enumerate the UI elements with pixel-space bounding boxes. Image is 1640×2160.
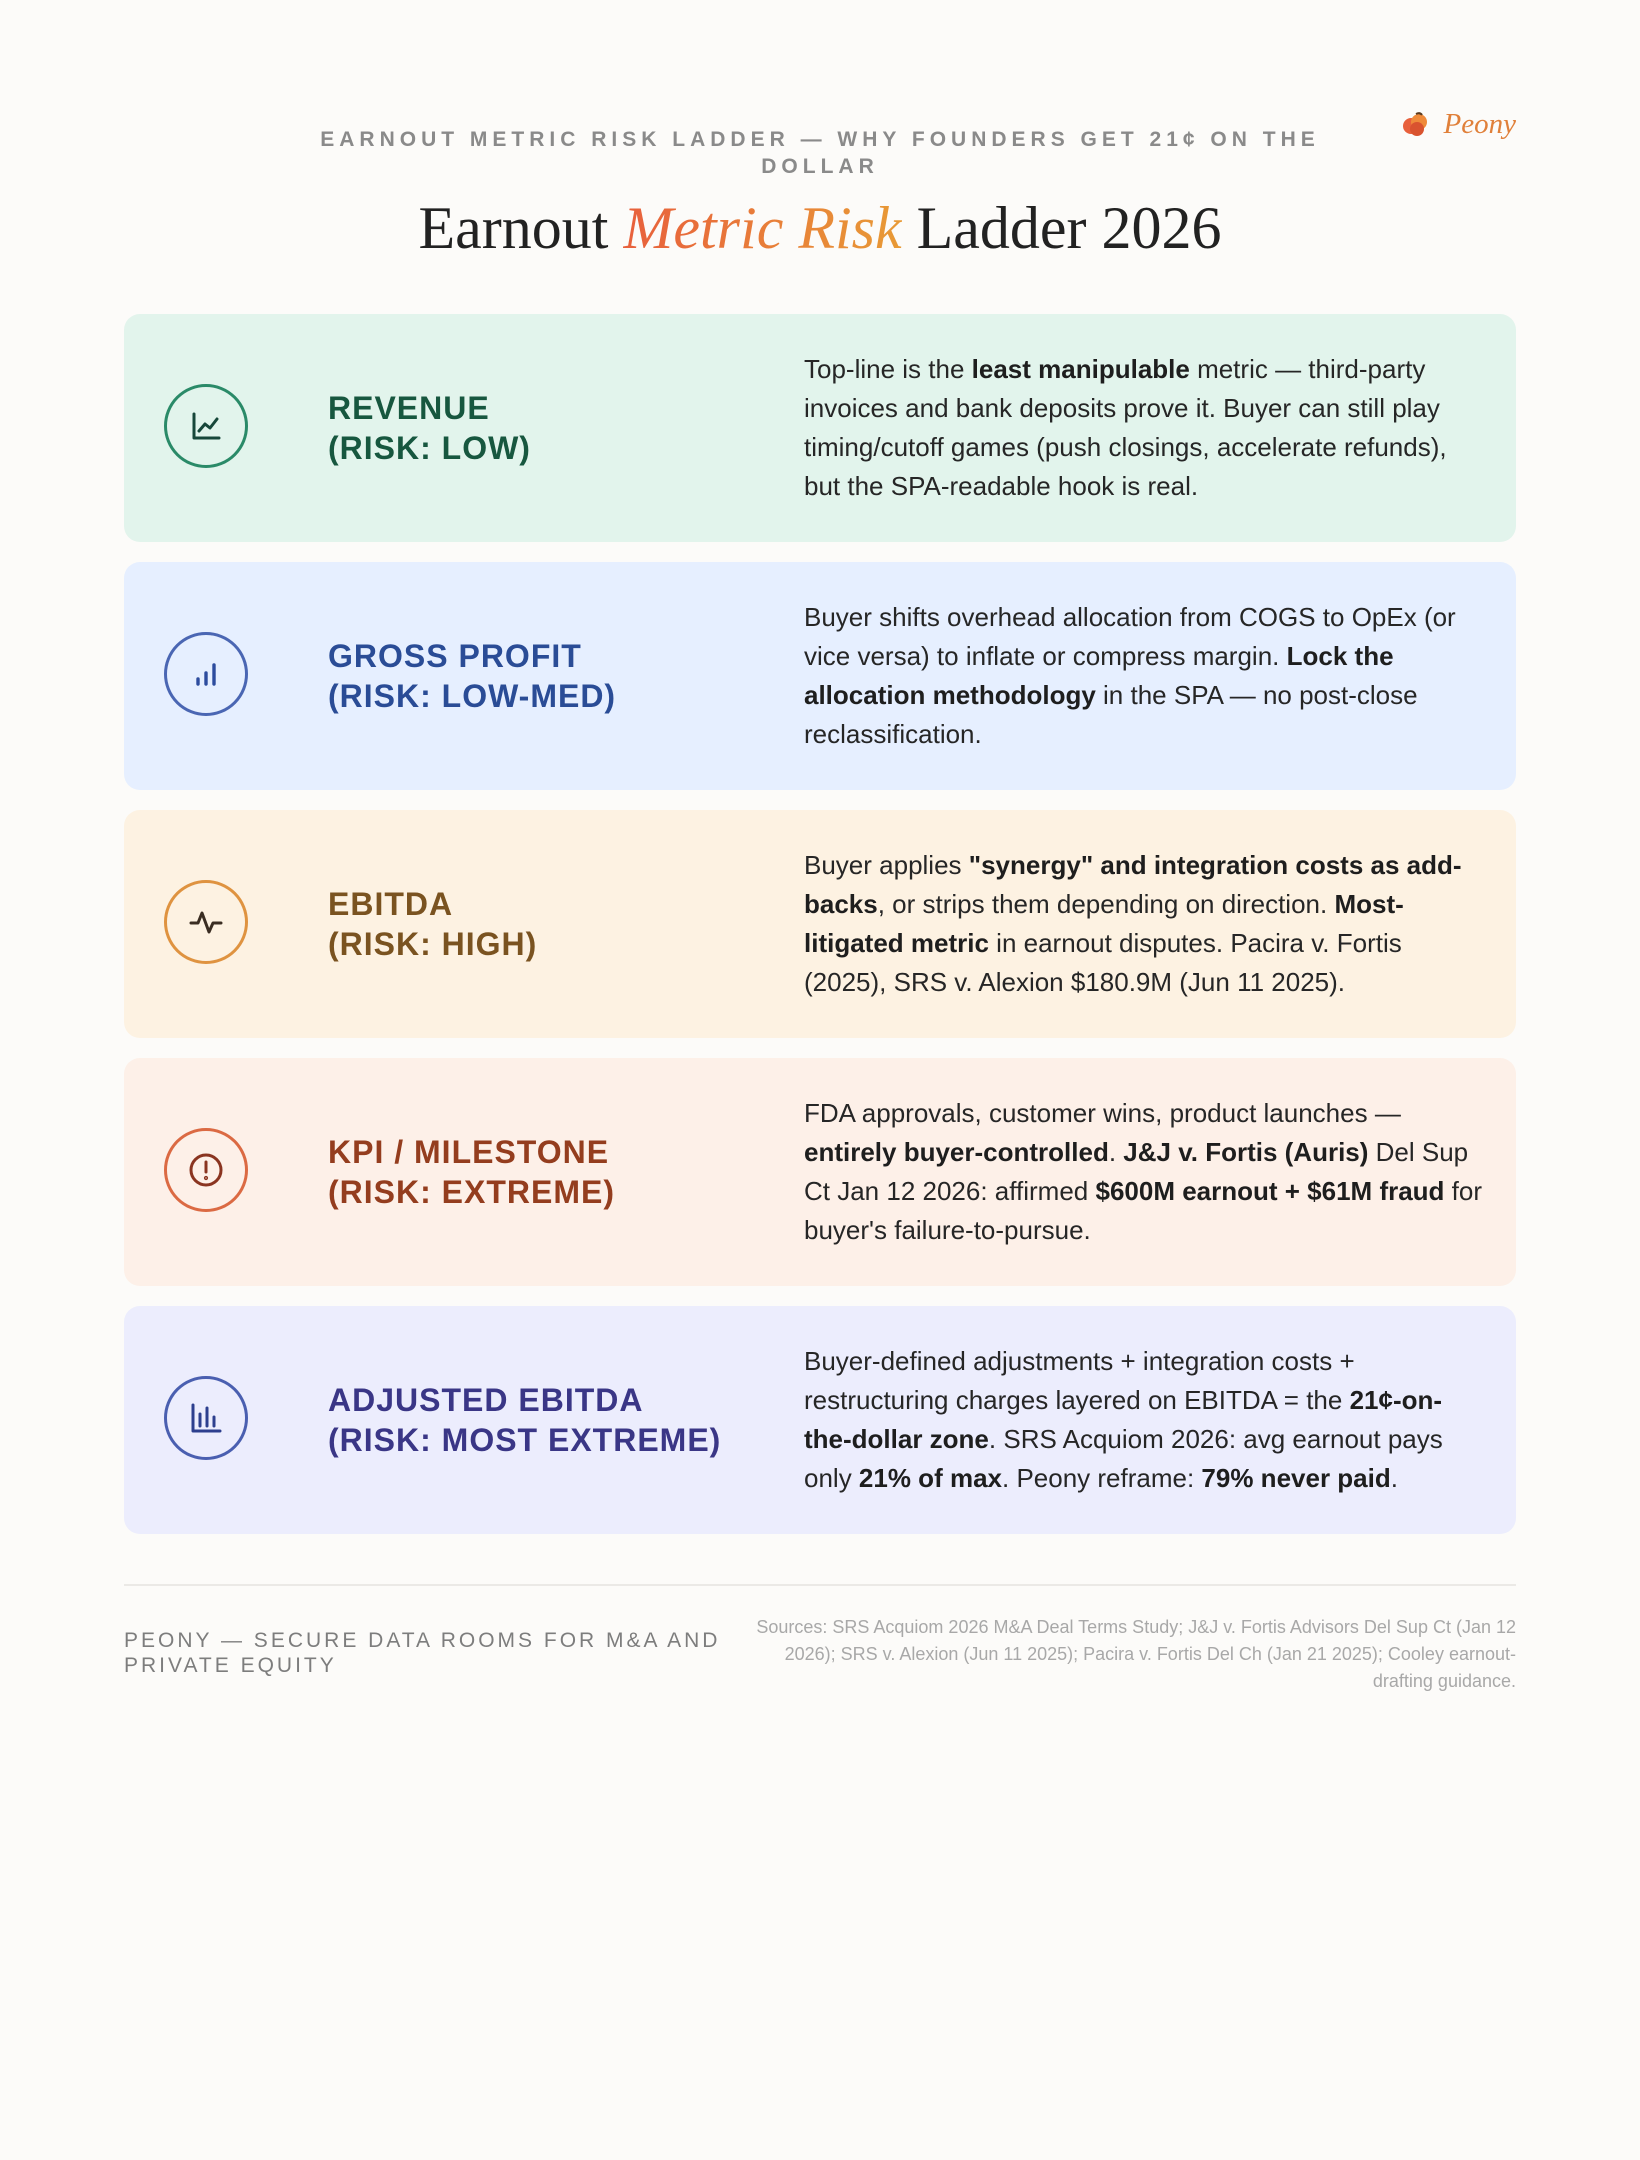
description-text: Buyer applies	[804, 850, 969, 880]
risk-card-revenue	[124, 314, 1516, 542]
title-part-1: Earnout	[418, 195, 624, 261]
risk-card-description	[804, 314, 1484, 542]
risk-card-kpi-milestone	[124, 1058, 1516, 1286]
brand-logo	[1402, 108, 1516, 141]
risk-level: (RISK: MOST EXTREME)	[328, 1422, 722, 1458]
description-text: , or strips them depending on direction.	[877, 889, 1335, 919]
metric-name: ADJUSTED EBITDA	[328, 1382, 644, 1418]
risk-card-label	[328, 1058, 615, 1286]
risk-card-adjusted-ebitda	[124, 1306, 1516, 1534]
description-text: Buyer-defined adjustments + integration costs + restructuring charges layered on EBITDA = the	[804, 1346, 1355, 1415]
page-title	[0, 192, 1640, 264]
description-text: Del Sup Ct Jan 12 2026: affirmed	[804, 1137, 1469, 1206]
description-text: FDA approvals, customer wins, product launches —	[804, 1098, 1401, 1128]
description-emphasis: entirely buyer-controlled	[804, 1137, 1109, 1167]
risk-card-description	[804, 1306, 1484, 1534]
description-emphasis: 79% never paid	[1201, 1463, 1391, 1493]
title-highlight: Metric Risk	[623, 195, 902, 261]
bar-chart-icon	[164, 632, 248, 716]
description-text: . SRS Acquiom 2026: avg earnout pays only	[804, 1424, 1443, 1493]
description-text: .	[1390, 1463, 1398, 1493]
risk-ladder	[124, 314, 1516, 1554]
risk-level: (RISK: EXTREME)	[328, 1174, 615, 1210]
description-text: in earnout disputes. Pacira v. Fortis (2025), SRS v. Alexion $180.9M (Jun 11 2025).	[804, 928, 1402, 997]
description-emphasis: least manipulable	[971, 354, 1190, 384]
footer-tagline: PEONY — SECURE DATA ROOMS FOR M&A AND PRIVATE EQUITY	[124, 1629, 721, 1677]
risk-card-description	[804, 1058, 1484, 1286]
metric-name: KPI / MILESTONE	[328, 1134, 610, 1170]
description-emphasis: $600M earnout + $61M fraud	[1095, 1176, 1445, 1206]
line-chart-icon	[164, 384, 248, 468]
description-text: metric — third-party invoices and bank deposits prove it. Buyer can still play timing/cutoff games (push closings, accelerate refunds), but the SPA-readable hook is real.	[804, 354, 1447, 501]
metric-name: REVENUE	[328, 390, 490, 426]
description-text: Top-line is the	[804, 354, 972, 384]
risk-card-gross-profit	[124, 562, 1516, 790]
pulse-icon	[164, 880, 248, 964]
metric-name: EBITDA	[328, 886, 454, 922]
risk-level: (RISK: LOW-MED)	[328, 678, 617, 714]
column-chart-icon	[164, 1376, 248, 1460]
page-kicker: EARNOUT METRIC RISK LADDER — WHY FOUNDERS GET 21¢ ON THE DOLLAR	[320, 128, 1320, 178]
risk-level: (RISK: LOW)	[328, 430, 531, 466]
description-emphasis: Most-litigated metric	[804, 889, 1404, 958]
risk-level: (RISK: HIGH)	[328, 926, 538, 962]
risk-card-label	[328, 1306, 721, 1534]
description-text: Buyer shifts overhead allocation from COGS to OpEx (or vice versa) to inflate or compress margin.	[804, 602, 1456, 671]
brand-name: Peony	[1443, 108, 1516, 140]
footer-divider	[124, 1584, 1516, 1586]
metric-name: GROSS PROFIT	[328, 638, 582, 674]
description-emphasis: J&J v. Fortis (Auris)	[1123, 1137, 1369, 1167]
risk-card-label	[328, 562, 616, 790]
description-emphasis: 21¢-on-the-dollar zone	[804, 1385, 1443, 1454]
footer-sources: Sources: SRS Acquiom 2026 M&A Deal Terms Study; J&J v. Fortis Advisors Del Sup Ct (Jan 12 2026); SRS v. Alexion (Jun 11 2025); Pacira v. Fortis Del Ch (Jan 21 2025); Cooley earnout-drafting guidance.	[756, 1617, 1516, 1691]
risk-card-description	[804, 810, 1484, 1038]
description-text: in the SPA — no post-close reclassification.	[804, 680, 1418, 749]
description-emphasis: Lock the allocation methodology	[804, 641, 1394, 710]
title-part-2: Ladder 2026	[901, 195, 1222, 261]
risk-card-description	[804, 562, 1484, 790]
peony-flower-icon	[1402, 112, 1430, 138]
alert-circle-icon	[164, 1128, 248, 1212]
risk-card-label	[328, 314, 531, 542]
description-text: . Peony reframe:	[1002, 1463, 1202, 1493]
description-text: for buyer's failure-to-pursue.	[804, 1176, 1483, 1245]
description-emphasis: "synergy" and integration costs as add-backs	[804, 850, 1462, 919]
risk-card-ebitda	[124, 810, 1516, 1038]
description-text: .	[1108, 1137, 1124, 1167]
risk-card-label	[328, 810, 537, 1038]
description-emphasis: 21% of max	[858, 1463, 1002, 1493]
